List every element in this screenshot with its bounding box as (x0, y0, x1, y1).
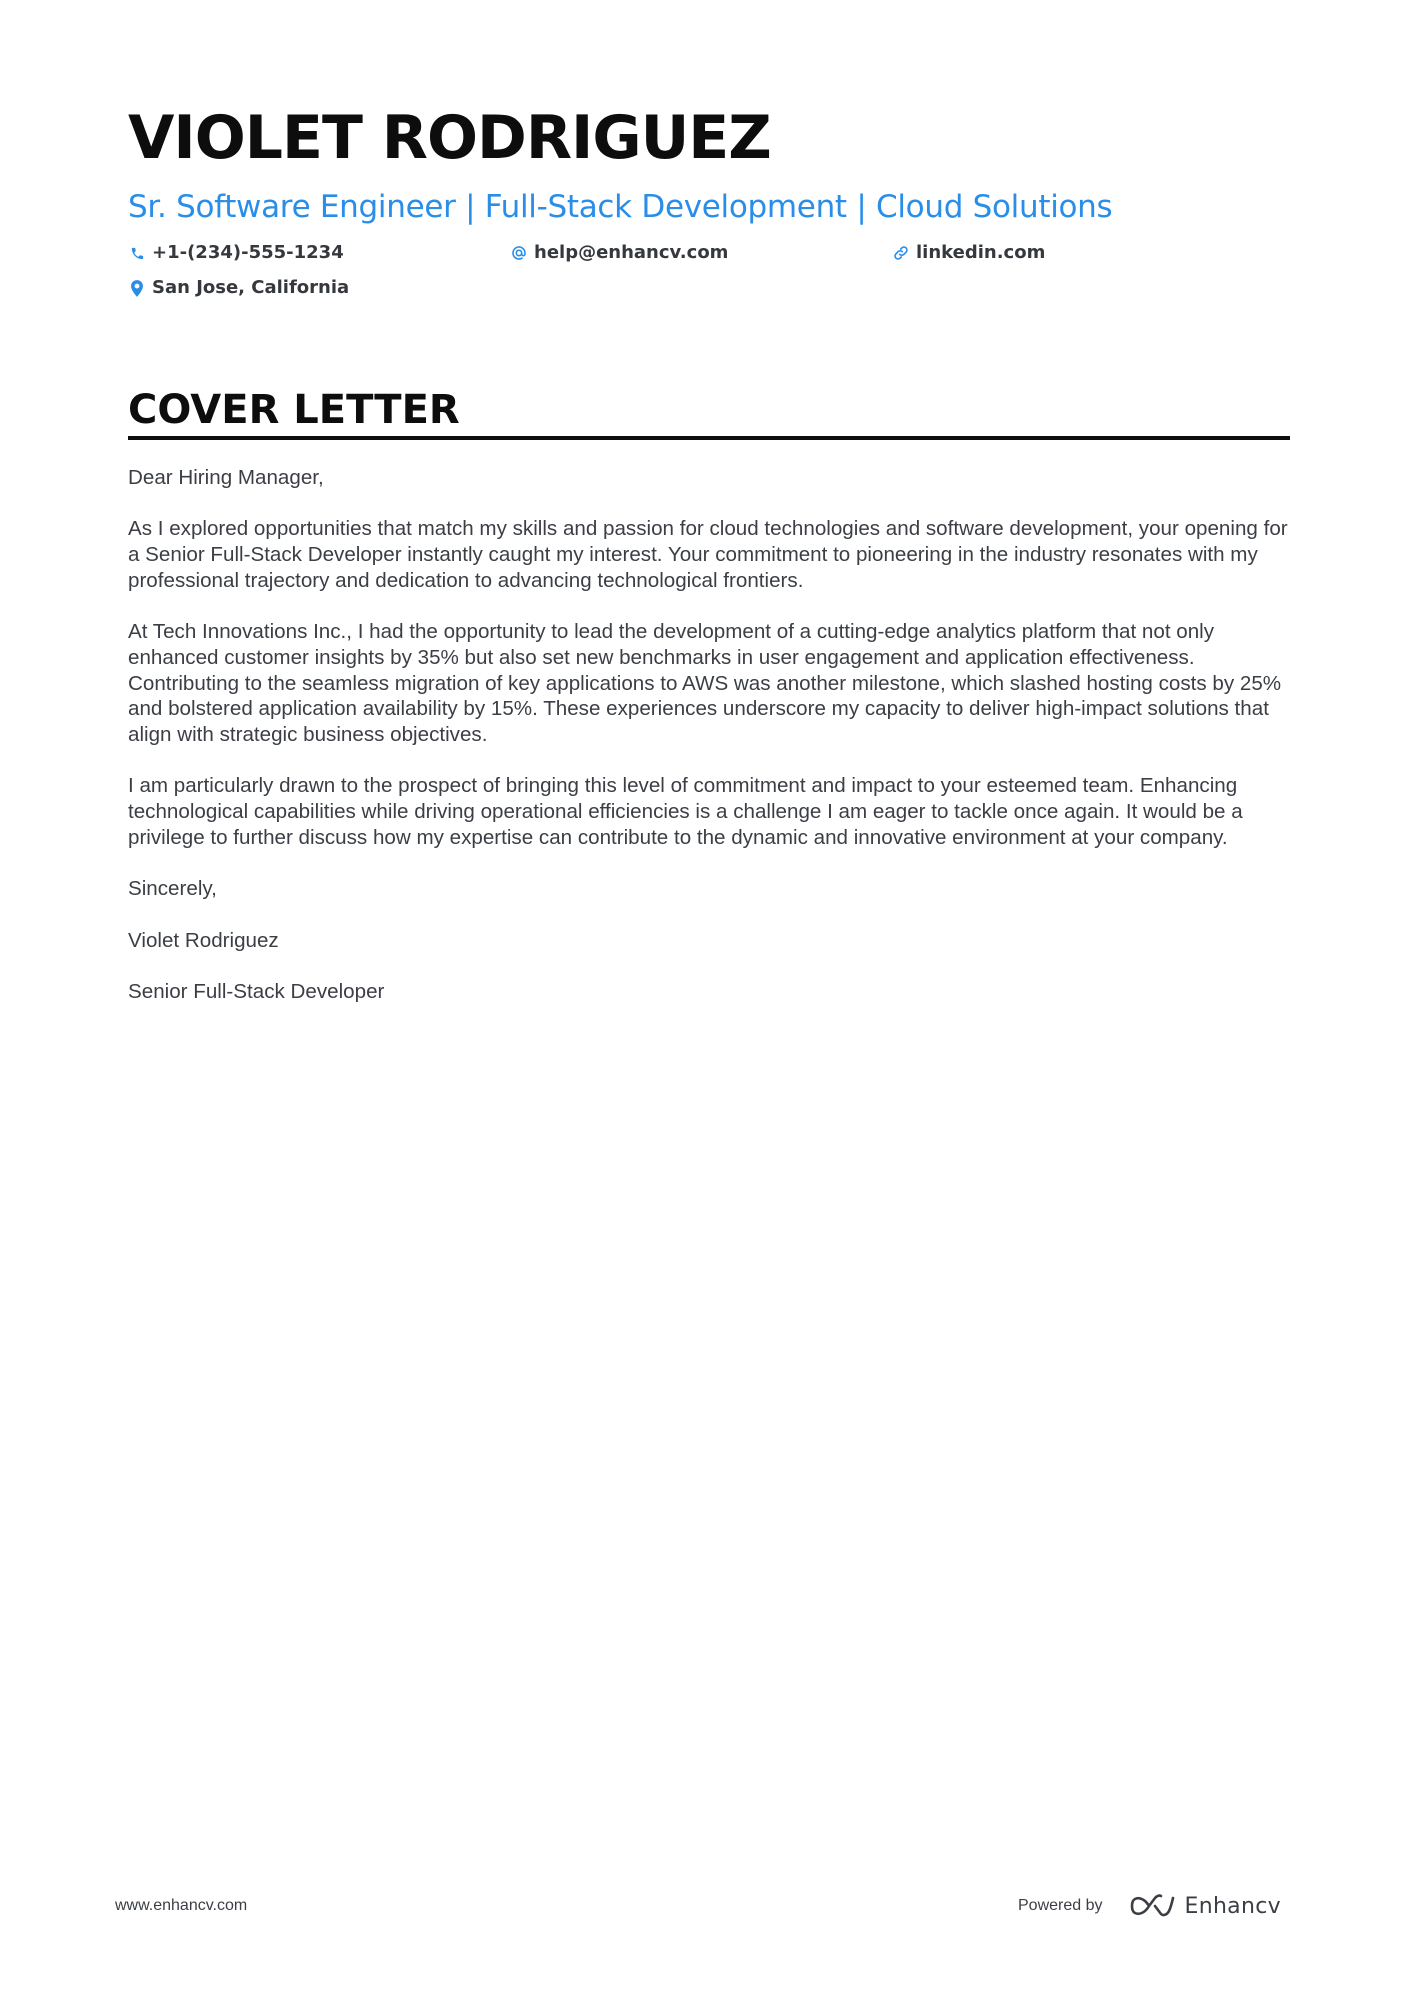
letter-signature-title: Senior Full-Stack Developer (128, 979, 385, 1003)
letter-closing: Sincerely, (128, 877, 217, 901)
enhancv-logo-icon (1129, 1893, 1175, 1919)
brand-name: Enhancv (1184, 1893, 1281, 1919)
contact-email-text[interactable]: help@enhancv.com (534, 242, 729, 263)
location-pin-icon (128, 279, 146, 297)
candidate-headline: Sr. Software Engineer | Full-Stack Development | Cloud Solutions (128, 189, 1113, 225)
link-icon (892, 244, 910, 262)
contact-phone-text: +1-(234)-555-1234 (152, 242, 344, 263)
footer-website[interactable]: www.enhancv.com (115, 1897, 248, 1914)
contact-link (892, 244, 1045, 262)
letter-paragraph: At Tech Innovations Inc., I had the opportunity to lead the development of a cutting-edge analytics platform that not only enhanced customer insights by 35% but also set new benchmarks in user engagement and application effectiveness. Contributing to the seamless migration of key applications to AWS was another milestone, which slashed hosting costs by 25% and bolstered application availability by 15%. These experiences underscore my capacity to deliver high-impact solutions that align with strategic business objectives. (128, 620, 1282, 746)
contact-phone (128, 244, 344, 262)
contact-email (510, 244, 728, 262)
phone-icon (128, 244, 146, 262)
candidate-name: VIOLET RODRIGUEZ (128, 103, 771, 173)
contact-location-text: San Jose, California (152, 277, 350, 298)
contact-location (128, 279, 349, 297)
letter-body (128, 465, 1290, 1030)
letter-paragraph: I am particularly drawn to the prospect of bringing this level of commitment and impact to your esteemed team. Enhancing technological capabilities while driving operational efficiencies is a challenge I am eager to tackle once again. It would be a privilege to further discuss how my expertise can contribute to the dynamic and innovative environment at your company. (128, 774, 1243, 849)
letter-salutation: Dear Hiring Manager, (128, 466, 324, 489)
letter-paragraph: As I explored opportunities that match my skills and passion for cloud technologies and software development, your opening for a Senior Full-Stack Developer instantly caught my interest. Your commitment to pioneering in the industry resonates with my professional trajectory and dedication to advancing technological frontiers. (128, 517, 1288, 592)
letter-signature-name: Violet Rodriguez (128, 928, 279, 952)
section-divider (128, 436, 1290, 440)
contact-link-text[interactable]: linkedin.com (916, 242, 1046, 263)
section-title: COVER LETTER (128, 387, 460, 433)
at-icon (510, 244, 528, 262)
footer-powered-by (1018, 1893, 1281, 1919)
powered-by-label: Powered by (1018, 1897, 1103, 1914)
